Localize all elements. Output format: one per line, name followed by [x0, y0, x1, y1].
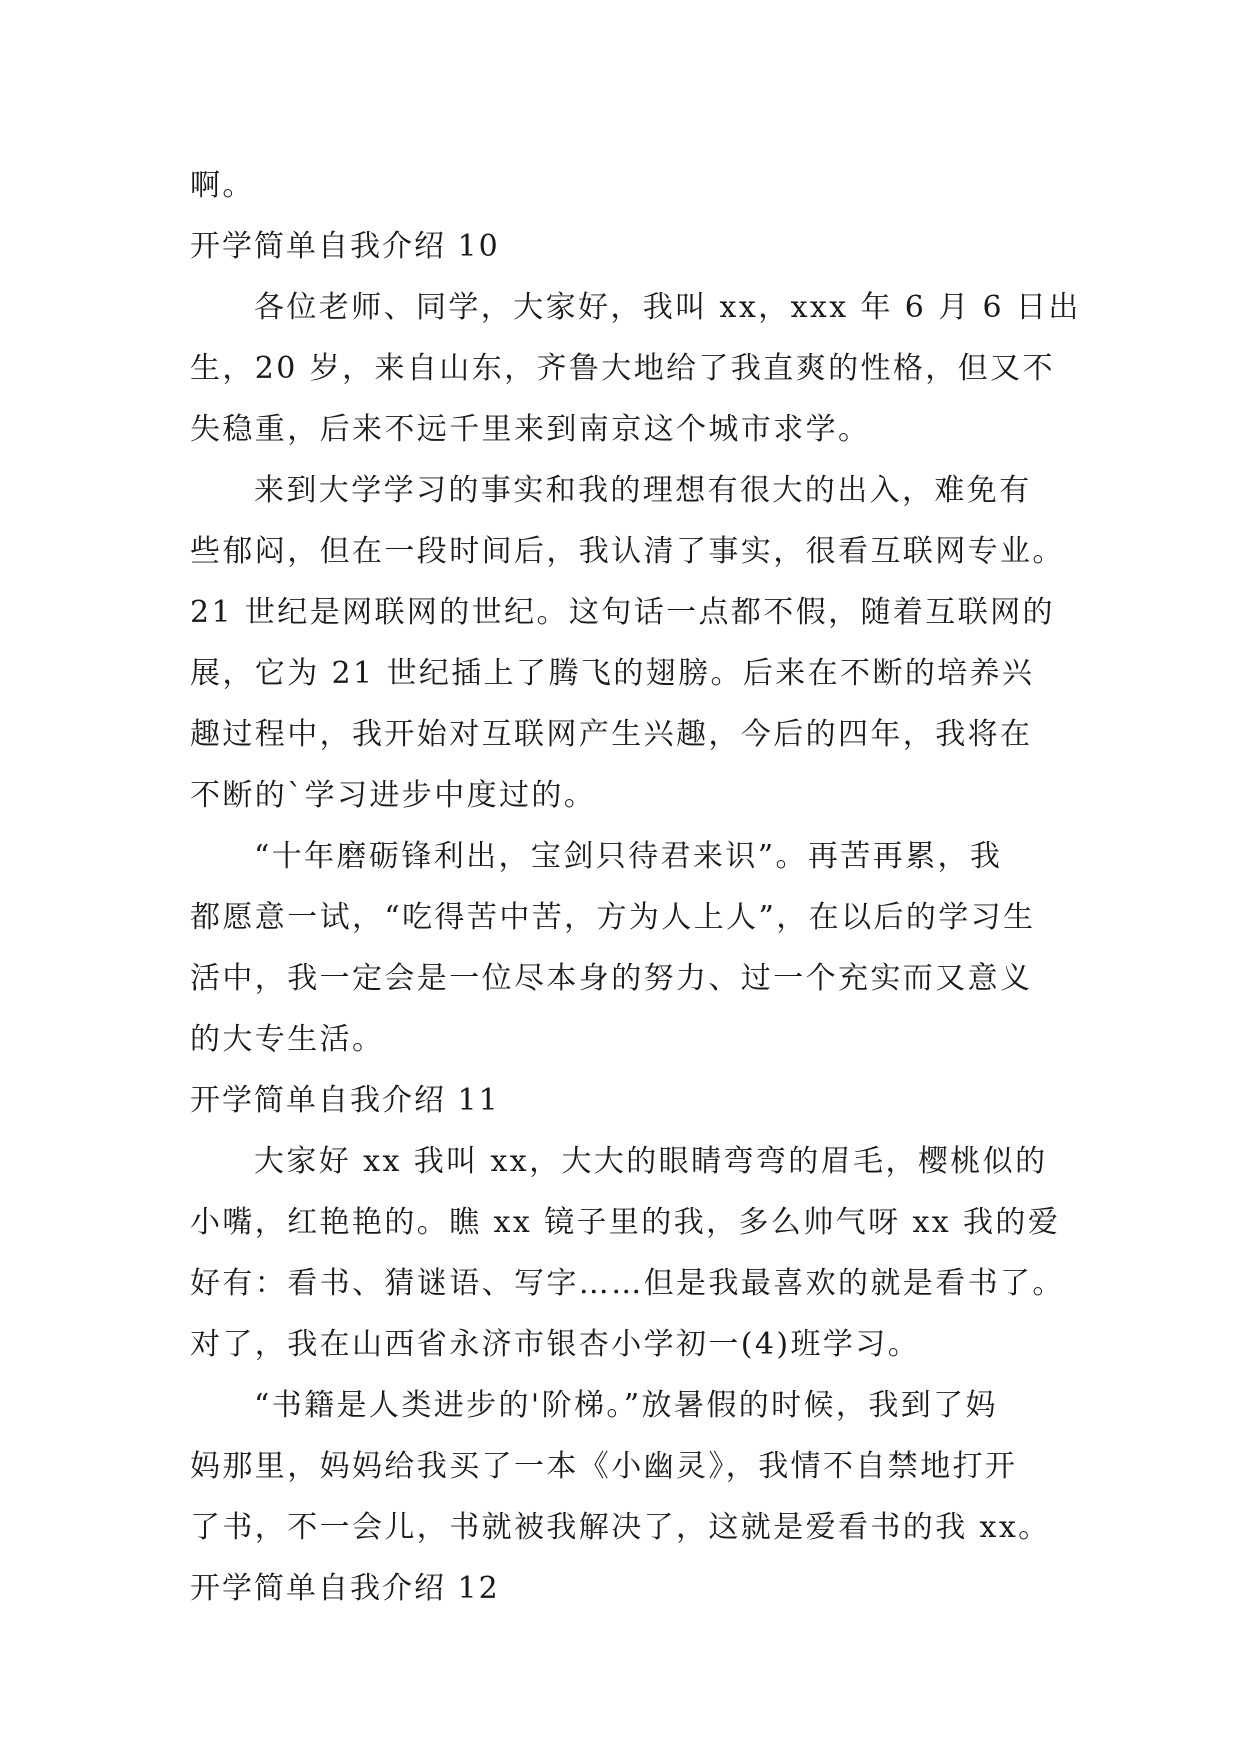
text-line: 大家好 xx 我叫 xx，大大的眼睛弯弯的眉毛，樱桃似的	[254, 1144, 1048, 1179]
section-heading: 开学简单自我介绍 10	[190, 229, 500, 264]
text-line: 活中，我一定会是一位尽本身的努力、过一个充实而又意义	[190, 961, 1033, 996]
text-line: 啊。	[190, 168, 255, 203]
text-line: 小嘴，红艳艳的。瞧 xx 镜子里的我，多么帅气呀 xx 我的爱	[190, 1205, 1061, 1240]
text-line: 好有：看书、猜谜语、写字……但是我最喜欢的就是看书了。	[190, 1266, 1065, 1301]
text-line: 对了，我在山西省永济市银杏小学初一(4)班学习。	[190, 1327, 921, 1362]
text-line: 各位老师、同学，大家好，我叫 xx，xxx 年 6 月 6 日出	[254, 290, 1081, 325]
text-line: 些郁闷，但在一段时间后，我认清了事实，很看互联网专业。	[190, 534, 1065, 569]
section-heading: 开学简单自我介绍 12	[190, 1571, 500, 1606]
text-line: 来到大学学习的事实和我的理想有很大的出入，难免有	[254, 473, 1032, 508]
text-line: 趣过程中，我开始对互联网产生兴趣，今后的四年，我将在	[190, 717, 1033, 752]
text-line: 失稳重，后来不远千里来到南京这个城市求学。	[190, 412, 871, 447]
document-body	[190, 155, 1081, 1619]
text-line: 生，20 岁，来自山东，齐鲁大地给了我直爽的性格，但又不	[190, 351, 1055, 386]
text-line: 21 世纪是网联网的世纪。这句话一点都不假，随着互联网的	[190, 595, 1055, 630]
text-line: 展，它为 21 世纪插上了腾飞的翅膀。后来在不断的培养兴	[190, 656, 1035, 691]
text-line: “书籍是人类进步的'阶梯。”放暑假的时候，我到了妈	[254, 1388, 998, 1423]
text-line: 不断的`学习进步中度过的。	[190, 778, 597, 813]
text-line: 妈那里，妈妈给我买了一本《小幽灵》，我情不自禁地打开	[190, 1449, 1018, 1484]
text-line: 了书，不一会儿，书就被我解决了，这就是爱看书的我 xx。	[190, 1510, 1051, 1545]
section-heading: 开学简单自我介绍 11	[190, 1083, 500, 1118]
text-line: “十年磨砺锋利出，宝剑只待君来识”。再苦再累，我	[254, 839, 1003, 874]
text-line: 都愿意一试，“吃得苦中苦，方为人上人”，在以后的学习生	[190, 900, 1036, 935]
text-line: 的大专生活。	[190, 1022, 385, 1057]
